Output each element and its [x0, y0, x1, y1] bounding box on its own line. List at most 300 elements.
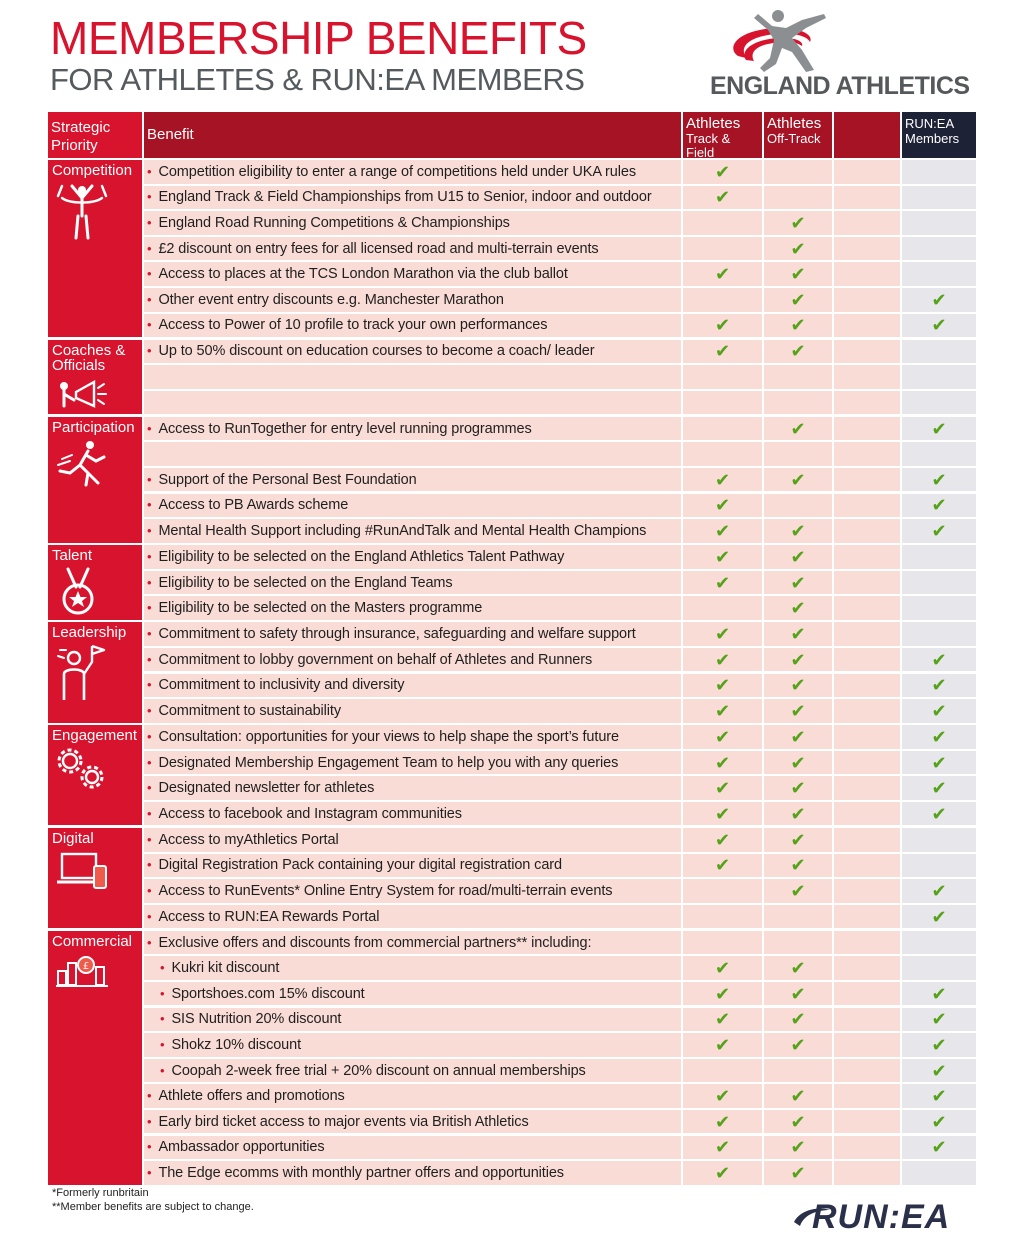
runea-cell: [902, 622, 976, 646]
checkmark-icon: ✔: [931, 315, 947, 336]
spare-cell: [834, 391, 900, 415]
runea-cell: [902, 802, 976, 826]
checkmark-icon: ✔: [714, 855, 731, 876]
track-field-cell: [683, 905, 762, 929]
bullet-icon: •: [147, 857, 152, 873]
spare-cell: [834, 751, 900, 775]
benefit-text: [147, 806, 462, 822]
table-row: [144, 648, 976, 672]
table-row: [144, 468, 976, 492]
table-row: [144, 186, 976, 210]
benefit-cell: [144, 211, 681, 235]
track-field-cell: [683, 417, 762, 441]
benefit-label: Competition eligibility to enter a range of competitions held under UKA rules: [158, 163, 636, 180]
runea-cell: [902, 674, 976, 698]
checkmark-icon: ✔: [714, 624, 731, 645]
priority-label: Engagement: [52, 727, 138, 745]
spare-cell: [834, 905, 900, 929]
bullet-icon: •: [147, 1164, 152, 1180]
runea-cell: [902, 1136, 976, 1160]
bullet-icon: •: [147, 934, 152, 950]
table-row: [144, 699, 976, 723]
benefit-label: Access to facebook and Instagram communities: [158, 805, 462, 822]
benefit-cell: [144, 237, 681, 261]
table-row: [144, 262, 976, 286]
svg-text:£: £: [82, 960, 90, 972]
benefit-label: SIS Nutrition 20% discount: [171, 1011, 342, 1028]
spare-cell: [834, 1136, 900, 1160]
off-track-cell: [764, 776, 832, 800]
benefit-label: Early bird ticket access to major events via British Athletics: [158, 1113, 529, 1130]
benefit-text: [160, 986, 365, 1002]
runea-cell: [902, 571, 976, 595]
off-track-cell: [764, 417, 832, 441]
track-field-cell: [683, 828, 762, 852]
checkmark-icon: ✔: [931, 495, 947, 516]
bullet-icon: •: [160, 1011, 165, 1027]
checkmark-icon: ✔: [790, 675, 806, 696]
benefit-text: [147, 909, 379, 925]
checkmark-icon: ✔: [714, 341, 731, 362]
spare-cell: [834, 545, 900, 569]
spare-cell: [834, 931, 900, 955]
benefit-label: Commitment to sustainability: [158, 702, 341, 719]
benefit-text: [147, 317, 547, 333]
benefit-text: [147, 1139, 325, 1155]
checkmark-icon: ✔: [790, 726, 806, 747]
benefit-label: Athlete offers and promotions: [158, 1088, 345, 1105]
benefit-cell: [144, 519, 681, 543]
runea-cell: [902, 186, 976, 210]
checkmark-icon: ✔: [714, 803, 731, 824]
checkmark-icon: ✔: [931, 700, 947, 721]
checkmark-icon: ✔: [790, 803, 806, 824]
table-row: [144, 1110, 976, 1134]
benefit-cell: [144, 571, 681, 595]
spare-cell: [834, 365, 900, 389]
runea-cell: [902, 931, 976, 955]
benefit-cell: [144, 1084, 681, 1108]
off-track-cell: [764, 1033, 832, 1057]
bullet-icon: •: [147, 1113, 152, 1129]
bullet-icon: •: [147, 497, 152, 513]
off-track-cell: [764, 1110, 832, 1134]
track-field-cell: [683, 519, 762, 543]
bullet-icon: •: [147, 317, 152, 333]
footnote-subject-to-change: **Member benefits are subject to change.: [52, 1201, 254, 1213]
priority-label: Coaches & Officials: [52, 341, 126, 374]
runea-cell: [902, 314, 976, 338]
benefit-text: [147, 1088, 345, 1104]
bullet-icon: •: [147, 189, 152, 205]
runea-cell: [902, 1110, 976, 1134]
bullet-icon: •: [147, 214, 152, 230]
benefit-label: Access to RunTogether for entry level running programmes: [158, 420, 532, 437]
bullet-icon: •: [147, 574, 152, 590]
checkmark-icon: ✔: [931, 418, 947, 439]
track-field-cell: [683, 494, 762, 518]
bullet-icon: •: [147, 882, 152, 898]
benefit-text: [147, 755, 618, 771]
table-row: [144, 879, 976, 903]
table-row: [144, 725, 976, 749]
header-track-field: Athletes Track & Field: [683, 112, 762, 158]
benefit-text: [147, 523, 646, 539]
benefit-cell: [144, 494, 681, 518]
runea-cell: [902, 828, 976, 852]
checkmark-icon: ✔: [790, 469, 806, 490]
checkmark-icon: ✔: [790, 880, 806, 901]
benefit-cell: [144, 931, 681, 955]
spare-cell: [834, 494, 900, 518]
off-track-cell: [764, 1161, 832, 1185]
benefit-text: [147, 652, 592, 668]
bullet-icon: •: [160, 1036, 165, 1052]
spare-cell: [834, 314, 900, 338]
sidebar-priority: [48, 160, 142, 337]
off-track-cell: [764, 751, 832, 775]
spare-cell: [834, 1110, 900, 1134]
off-track-cell: [764, 648, 832, 672]
table-row: [144, 1033, 976, 1057]
benefit-cell: [144, 186, 681, 210]
priority-label: Competition: [52, 162, 133, 179]
track-field-cell: [683, 982, 762, 1006]
checkmark-icon: ✔: [790, 855, 806, 876]
off-track-cell: [764, 545, 832, 569]
off-track-cell: [764, 262, 832, 286]
runea-cell: [902, 699, 976, 723]
table-row: [144, 1008, 976, 1032]
track-field-cell: [683, 468, 762, 492]
track-field-cell: [683, 879, 762, 903]
table-row: [144, 545, 976, 569]
off-track-cell: [764, 1084, 832, 1108]
track-field-cell: [683, 237, 762, 261]
benefit-cell: [144, 828, 681, 852]
benefit-cell: [144, 442, 681, 466]
priority-label: Talent: [52, 547, 93, 565]
track-field-cell: [683, 1136, 762, 1160]
checkmark-icon: ✔: [790, 289, 806, 310]
runea-cell: [902, 725, 976, 749]
track-field-cell: [683, 674, 762, 698]
benefit-text: [147, 472, 417, 488]
checkmark-icon: ✔: [790, 1009, 806, 1030]
runea-cell: [902, 956, 976, 980]
benefit-label: England Track & Field Championships from U15 to Senior, indoor and outdoor: [158, 189, 652, 206]
checkmark-icon: ✔: [790, 418, 806, 439]
page-subtitle: FOR ATHLETES & RUN:EA MEMBERS: [50, 62, 585, 97]
benefit-cell: [144, 725, 681, 749]
checkmark-icon: ✔: [790, 778, 806, 799]
checkmark-icon: ✔: [714, 726, 731, 747]
checkmark-icon: ✔: [790, 1137, 806, 1158]
table-row: [144, 751, 976, 775]
benefit-cell: [144, 288, 681, 312]
checkmark-icon: ✔: [790, 238, 806, 259]
checkmark-icon: ✔: [790, 1162, 806, 1183]
checkmark-icon: ✔: [931, 289, 947, 310]
benefit-cell: [144, 1059, 681, 1083]
section-participation: [48, 417, 976, 543]
runea-cell: [902, 494, 976, 518]
spare-cell: [834, 211, 900, 235]
table-row: [144, 674, 976, 698]
spare-cell: [834, 1084, 900, 1108]
checkmark-icon: ✔: [714, 778, 731, 799]
benefit-cell: [144, 545, 681, 569]
running-figure-logo-icon: [706, 8, 976, 78]
benefit-label: Access to places at the TCS London Marathon via the club ballot: [158, 266, 568, 283]
runea-cell: [902, 982, 976, 1006]
spare-cell: [834, 1161, 900, 1185]
benefit-cell: [144, 262, 681, 286]
sidebar-priority: [48, 828, 142, 928]
benefit-cell: [144, 391, 681, 415]
benefit-label: Access to Power of 10 profile to track your own performances: [158, 317, 548, 334]
spare-cell: [834, 1033, 900, 1057]
bullet-icon: •: [147, 728, 152, 744]
table-row: [144, 828, 976, 852]
benefit-cell: [144, 314, 681, 338]
benefit-text: [160, 1063, 586, 1079]
spare-cell: [834, 237, 900, 261]
checkmark-icon: ✔: [714, 161, 731, 182]
checkmark-icon: ✔: [931, 1009, 947, 1030]
benefit-text: [147, 832, 339, 848]
off-track-cell: [764, 1059, 832, 1083]
benefit-text: [147, 703, 341, 719]
benefit-cell: [144, 468, 681, 492]
benefit-cell: [144, 751, 681, 775]
off-track-cell: [764, 828, 832, 852]
benefit-cell: [144, 699, 681, 723]
runea-cell: [902, 1008, 976, 1032]
table-row: [144, 1136, 976, 1160]
runea-cell: [902, 596, 976, 620]
track-field-cell: [683, 288, 762, 312]
off-track-cell: [764, 879, 832, 903]
benefit-label: Access to RunEvents* Online Entry System for road/multi-terrain events: [158, 882, 613, 899]
benefit-label: Digital Registration Pack containing your digital registration card: [158, 857, 562, 874]
checkmark-icon: ✔: [714, 700, 731, 721]
checkmark-icon: ✔: [790, 649, 806, 670]
runea-cell: [902, 1059, 976, 1083]
runea-cell: [902, 1033, 976, 1057]
benefit-text: [147, 164, 636, 180]
table-row: [144, 160, 976, 184]
benefit-cell: [144, 1110, 681, 1134]
bullet-icon: •: [160, 985, 165, 1001]
checkmark-icon: ✔: [790, 752, 806, 773]
benefit-label: Consultation: opportunities for your views to help shape the sport’s future: [158, 728, 619, 745]
bullet-icon: •: [147, 1139, 152, 1155]
track-field-cell: [683, 1008, 762, 1032]
runea-cell: [902, 417, 976, 441]
benefit-text: [147, 575, 453, 591]
off-track-cell: [764, 391, 832, 415]
bullet-icon: •: [147, 240, 152, 256]
runea-cell: [902, 1084, 976, 1108]
benefit-text: [147, 292, 504, 308]
benefit-cell: [144, 854, 681, 878]
spare-cell: [834, 828, 900, 852]
benefit-label: Access to PB Awards scheme: [158, 497, 349, 514]
benefit-cell: [144, 879, 681, 903]
table-row: [144, 365, 976, 389]
track-field-cell: [683, 751, 762, 775]
header-strategic-priority: Strategic Priority: [48, 112, 142, 158]
checkmark-icon: ✔: [790, 700, 806, 721]
benefit-cell: [144, 648, 681, 672]
benefit-label: Access to RUN:EA Rewards Portal: [158, 908, 380, 925]
checkmark-icon: ✔: [790, 520, 806, 541]
bullet-icon: •: [147, 780, 152, 796]
runea-cell: [902, 854, 976, 878]
checkmark-icon: ✔: [790, 546, 806, 567]
benefit-text: [147, 549, 564, 565]
off-track-cell: [764, 442, 832, 466]
table-row: [144, 519, 976, 543]
priority-label: Participation: [52, 418, 135, 436]
runea-cell: [902, 879, 976, 903]
sidebar-priority: [48, 340, 142, 415]
checkmark-icon: ✔: [714, 520, 731, 541]
priority-label: Digital: [52, 830, 94, 847]
benefit-text: [147, 780, 374, 796]
table-row: [144, 854, 976, 878]
checkmark-icon: ✔: [790, 1034, 806, 1055]
section-commercial: [48, 931, 976, 1185]
track-field-cell: [683, 365, 762, 389]
checkmark-icon: ✔: [931, 778, 947, 799]
sidebar-priority: [48, 417, 142, 543]
section-competition: [48, 160, 976, 337]
off-track-cell: [764, 365, 832, 389]
checkmark-icon: ✔: [714, 1111, 731, 1132]
table-row: [144, 776, 976, 800]
checkmark-icon: ✔: [790, 572, 806, 593]
runea-cell: [902, 211, 976, 235]
checkmark-icon: ✔: [931, 649, 947, 670]
off-track-cell: [764, 622, 832, 646]
spare-cell: [834, 854, 900, 878]
bullet-icon: •: [147, 163, 152, 179]
off-track-cell: [764, 519, 832, 543]
track-field-cell: [683, 1161, 762, 1185]
spare-cell: [834, 596, 900, 620]
benefit-label: Access to myAthletics Portal: [158, 831, 339, 848]
benefit-label: Coopah 2-week free trial + 20% discount on annual memberships: [171, 1062, 586, 1079]
benefit-cell: [144, 674, 681, 698]
benefit-label: Mental Health Support including #RunAndTalk and Mental Health Champions: [158, 522, 647, 539]
spare-cell: [834, 776, 900, 800]
checkmark-icon: ✔: [714, 315, 731, 336]
track-field-cell: [683, 1033, 762, 1057]
benefit-label: Kukri kit discount: [171, 960, 280, 977]
checkmark-icon: ✔: [714, 752, 731, 773]
benefit-cell: [144, 1008, 681, 1032]
benefit-cell: [144, 365, 681, 389]
benefit-text: [147, 421, 532, 437]
table-row: [144, 211, 976, 235]
spare-cell: [834, 262, 900, 286]
checkmark-icon: ✔: [714, 495, 731, 516]
table-header: [48, 112, 976, 158]
benefit-text: [147, 343, 594, 359]
track-field-cell: [683, 931, 762, 955]
bullet-icon: •: [147, 266, 152, 282]
priority-label: Commercial: [52, 932, 133, 950]
spare-cell: [834, 340, 900, 364]
bullet-icon: •: [147, 1088, 152, 1104]
track-field-cell: [683, 571, 762, 595]
track-field-cell: [683, 1084, 762, 1108]
off-track-cell: [764, 596, 832, 620]
benefit-label: Shokz 10% discount: [171, 1036, 302, 1053]
checkmark-icon: ✔: [714, 1162, 731, 1183]
checkmark-icon: ✔: [931, 1034, 947, 1055]
table-row: [144, 622, 976, 646]
off-track-cell: [764, 160, 832, 184]
spare-cell: [834, 519, 900, 543]
benefit-label: Up to 50% discount on education courses to become a coach/ leader: [158, 343, 595, 360]
table-row: [144, 931, 976, 955]
runea-cell: [902, 905, 976, 929]
off-track-cell: [764, 237, 832, 261]
track-field-cell: [683, 545, 762, 569]
checkmark-icon: ✔: [931, 1086, 947, 1107]
checkmark-icon: ✔: [714, 264, 731, 285]
benefit-text: [147, 883, 612, 899]
benefit-label: Eligibility to be selected on the England Teams: [158, 574, 453, 591]
sidebar-priority: [48, 725, 142, 825]
checkmark-icon: ✔: [714, 983, 731, 1004]
off-track-cell: [764, 802, 832, 826]
checkmark-icon: ✔: [931, 469, 947, 490]
benefit-label: Eligibility to be selected on the Masters programme: [158, 600, 483, 617]
table-row: [144, 391, 976, 415]
benefit-cell: [144, 956, 681, 980]
bullet-icon: •: [147, 805, 152, 821]
benefit-cell: [144, 802, 681, 826]
benefit-label: Commitment to lobby government on behalf of Athletes and Runners: [158, 651, 593, 668]
spare-cell: [834, 186, 900, 210]
checkmark-icon: ✔: [714, 1009, 731, 1030]
runea-cell: [902, 468, 976, 492]
benefit-text: [147, 935, 591, 951]
benefit-label: Commitment to safety through insurance, safeguarding and welfare support: [158, 626, 636, 643]
track-field-cell: [683, 160, 762, 184]
off-track-cell: [764, 854, 832, 878]
bullet-icon: •: [147, 471, 152, 487]
benefit-text: [147, 729, 619, 745]
checkmark-icon: ✔: [790, 212, 806, 233]
table-row: [144, 442, 976, 466]
bullet-icon: •: [147, 626, 152, 642]
checkmark-icon: ✔: [790, 983, 806, 1004]
checkmark-icon: ✔: [714, 1137, 731, 1158]
runea-cell: [902, 288, 976, 312]
table-row: [144, 982, 976, 1006]
benefit-label: Designated newsletter for athletes: [158, 780, 375, 797]
benefit-text: [147, 215, 510, 231]
checkmark-icon: ✔: [714, 469, 731, 490]
benefit-text: [147, 600, 482, 616]
benefit-label: Eligibility to be selected on the England Athletics Talent Pathway: [158, 548, 565, 565]
benefit-text: [147, 677, 404, 693]
